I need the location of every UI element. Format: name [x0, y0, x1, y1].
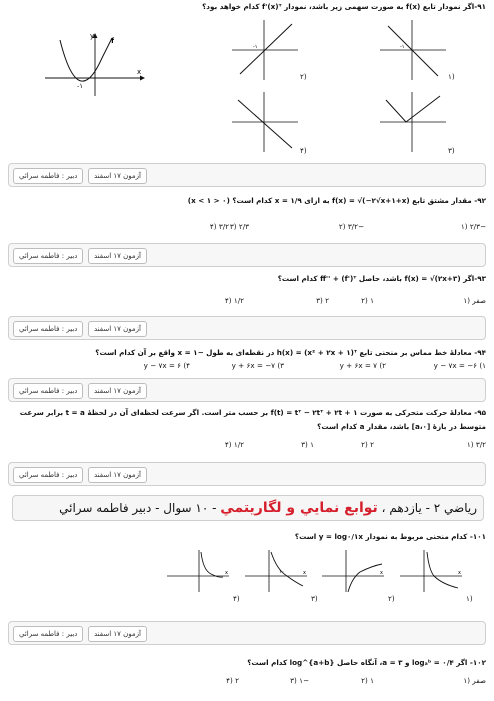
teacher-tag[interactable]: دبیر : فاطمه سرائي: [13, 383, 83, 399]
teacher-tag[interactable]: دبیر : فاطمه سرائي: [13, 626, 83, 642]
exam-tag[interactable]: آزمون ۱۷ اسفند: [88, 248, 147, 264]
q101-option-2-label[interactable]: (۲: [388, 594, 395, 603]
q101-option-3-label[interactable]: (۳: [311, 594, 318, 603]
svg-text:y: y: [90, 32, 95, 40]
q93-option-3[interactable]: ۲ (۳: [316, 296, 329, 305]
q92-option-1[interactable]: −۲/۳ (۱: [460, 222, 486, 231]
exam-tag[interactable]: آزمون ۱۷ اسفند: [88, 168, 147, 184]
svg-text:f: f: [111, 37, 115, 45]
q91-option-1-label[interactable]: (۱: [448, 72, 455, 81]
svg-text:-۱: -۱: [253, 44, 258, 50]
q94-option-3[interactable]: y + ۶x = −۷ (۳: [231, 361, 284, 370]
q95-option-1[interactable]: ۳/۲ (۱: [466, 440, 486, 449]
svg-text:x: x: [458, 570, 461, 576]
svg-text:x: x: [137, 68, 142, 76]
q101-option-2-graph: [320, 548, 388, 594]
question-91-stem: ۹۱-اگر نمودار تابع f(x) به صورت سهمی زیر باشد، نمودار f'(x)ᵀ کدام خواهد بود؟: [202, 2, 486, 11]
q92-option-3[interactable]: ۲/۳ (۳: [229, 222, 249, 231]
q91-option-3-graph: [378, 90, 448, 154]
q92-option-4[interactable]: ۳/۲ (۴: [209, 222, 229, 231]
banner-suffix: - ۱۰ سوال - دبير فاطمه سرائي: [59, 501, 221, 515]
q102-option-2[interactable]: ۱ (۲: [361, 676, 374, 685]
teacher-tag[interactable]: دبیر : فاطمه سرائي: [13, 467, 83, 483]
teacher-tag[interactable]: دبیر : فاطمه سرائي: [13, 248, 83, 264]
banner-prefix: رياضي ۲ - يازدهم ،: [377, 501, 477, 515]
q101-option-1-label[interactable]: (۱: [466, 594, 473, 603]
exam-tag[interactable]: آزمون ۱۷ اسفند: [88, 321, 147, 337]
teacher-tag[interactable]: دبیر : فاطمه سرائي: [13, 168, 83, 184]
q92-tag-bar: [8, 243, 486, 267]
q93-option-4[interactable]: ۱/۲ (۴: [224, 296, 244, 305]
svg-text:x: x: [380, 570, 383, 576]
q91-tag-bar: [8, 163, 486, 187]
svg-text:-۱: -۱: [77, 82, 83, 90]
q94-option-2[interactable]: y + ۶x = ۷ (۲: [339, 361, 386, 370]
exam-tag[interactable]: آزمون ۱۷ اسفند: [88, 626, 147, 642]
q101-tag-bar: [8, 621, 486, 645]
question-93-stem: ۹۳-اگر f(x) = √(۲x+۳) باشد، حاصل ff'' + (f')ᵀ کدام است؟: [277, 274, 486, 283]
svg-text:-۱: -۱: [400, 44, 405, 50]
q92-option-2[interactable]: −۳/۲ (۲: [338, 222, 364, 231]
q101-option-3-graph: [243, 548, 311, 594]
q91-parabola-graph: [40, 30, 150, 100]
section-banner: [12, 495, 484, 521]
q95-option-2[interactable]: ۲ (۲: [361, 440, 374, 449]
q91-option-1-graph: [378, 18, 448, 82]
banner-highlight: توابع نمايي و لگاريتمي: [220, 500, 378, 516]
q95-option-3[interactable]: ۱ (۳: [301, 440, 314, 449]
q91-option-2-label[interactable]: (۲: [300, 72, 307, 81]
q91-option-2-graph: [230, 18, 300, 82]
q93-option-2[interactable]: ۱ (۲: [361, 296, 374, 305]
question-92-stem: ۹۲- مقدار مشتق تابع f(x) = √(−۲√x+۱+x) به ازای x = ۱/۹ کدام است؟ (۰ < x < ۱): [187, 196, 486, 205]
q102-option-3[interactable]: −۱ (۳: [290, 676, 309, 685]
question-95-stem-line2: متوسط در بازهٔ [۰،a] باشد، مقدار a کدام است؟: [317, 422, 486, 431]
q94-option-4[interactable]: y − ۷x = ۶ (۴: [143, 361, 190, 370]
q102-option-4[interactable]: ۲ (۴: [226, 676, 239, 685]
q94-tag-bar: [8, 378, 486, 402]
q102-option-1[interactable]: صفر (۱: [463, 676, 486, 685]
q94-option-1[interactable]: y − ۷x = −۶ (۱: [433, 361, 486, 370]
q91-option-4-label[interactable]: (۴: [300, 146, 307, 155]
q91-option-4-graph: [230, 90, 300, 154]
q93-tag-bar: [8, 316, 486, 340]
svg-text:x: x: [225, 570, 228, 576]
exam-tag[interactable]: آزمون ۱۷ اسفند: [88, 383, 147, 399]
q101-option-4-label[interactable]: (۴: [233, 594, 240, 603]
question-102-stem: ۱۰۲- اگر logₐᵇ = ۰/۴ و a = ۳، آنگاه حاصل log^{a+b} کدام است؟: [247, 658, 486, 667]
q101-option-1-graph: [398, 548, 466, 594]
question-95-stem: ۹۵- معادلهٔ حرکت متحرکی به صورت f(t) = tᵀ − ۲tᵀ + ۲t + ۱ بر حسب متر است. اگر سرعت لحظه‌ای آن در لحظهٔ t = a برابر سرعت: [19, 408, 486, 417]
q95-tag-bar: [8, 462, 486, 486]
question-101-stem: ۱۰۱- کدام منحنی مربوط به نمودار y = log۰/۱x است؟: [294, 532, 486, 541]
q91-option-3-label[interactable]: (۳: [448, 146, 455, 155]
svg-text:x: x: [303, 570, 306, 576]
question-94-stem: ۹۴- معادلهٔ خط مماس بر منحنی تابع h(x) = (x² + ۲x + ۱)ᵀ در نقطه‌ای به طول −۱ = x واقع بر آن کدام است؟: [95, 348, 486, 357]
q95-option-4[interactable]: ۱/۲ (۴: [224, 440, 244, 449]
q93-option-1[interactable]: صفر (۱: [463, 296, 486, 305]
exam-tag[interactable]: آزمون ۱۷ اسفند: [88, 467, 147, 483]
svg-text:۱۰: ۱۰: [279, 569, 285, 575]
teacher-tag[interactable]: دبیر : فاطمه سرائي: [13, 321, 83, 337]
q101-option-4-graph: [165, 548, 233, 594]
